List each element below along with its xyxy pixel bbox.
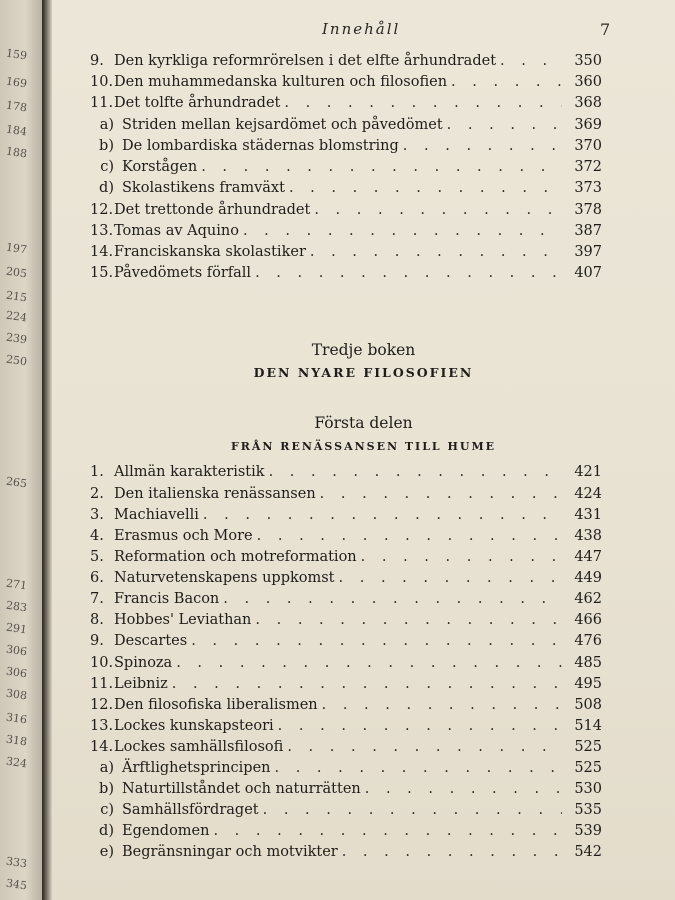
toc-number: 15. bbox=[90, 265, 114, 281]
toc-title: Det trettonde århundradet bbox=[114, 202, 311, 218]
toc-number: a) bbox=[99, 117, 114, 133]
toc-subentry[interactable] bbox=[90, 823, 602, 844]
toc-title: Den muhammedanska kulturen och filosofien bbox=[114, 74, 448, 90]
toc-number: 4. bbox=[90, 528, 104, 544]
leader-dots bbox=[213, 823, 562, 839]
toc-page: 397 bbox=[574, 244, 602, 260]
left-page-number: 215 bbox=[5, 288, 28, 305]
toc-page: 476 bbox=[574, 633, 602, 649]
page-number: 7 bbox=[600, 20, 611, 39]
toc-page: 424 bbox=[574, 486, 602, 502]
toc-number: 13. bbox=[90, 718, 114, 734]
toc-number: 13. bbox=[90, 223, 114, 239]
toc-page: 431 bbox=[574, 507, 602, 523]
toc-title: Hobbes' Leviathan bbox=[114, 612, 252, 628]
leader-dots bbox=[342, 844, 562, 860]
left-page-number: 224 bbox=[5, 308, 28, 325]
toc-number: 8. bbox=[90, 612, 104, 628]
toc-number: d) bbox=[99, 180, 114, 196]
leader-dots bbox=[451, 74, 562, 90]
toc-number: 2. bbox=[90, 486, 104, 502]
toc-title: Det tolfte århundradet bbox=[114, 95, 281, 111]
toc-number: 10. bbox=[90, 655, 114, 671]
toc-number: 9. bbox=[90, 53, 104, 69]
toc-title: Erasmus och More bbox=[114, 528, 253, 544]
contents-page bbox=[52, 0, 675, 900]
leader-dots bbox=[201, 159, 562, 175]
toc-page: 449 bbox=[574, 570, 602, 586]
toc-number: a) bbox=[99, 760, 114, 776]
leader-dots bbox=[447, 117, 562, 133]
toc-entry[interactable] bbox=[90, 612, 602, 633]
toc-title: Spinoza bbox=[114, 655, 173, 671]
toc-subentry[interactable] bbox=[90, 781, 602, 802]
toc-number: 11. bbox=[90, 676, 114, 692]
toc-entry[interactable] bbox=[90, 591, 602, 612]
toc-title: Striden mellan kejsardömet och påvedömet bbox=[122, 117, 443, 133]
toc-page: 535 bbox=[574, 802, 602, 818]
toc-page: 360 bbox=[574, 74, 602, 90]
toc-title: Tomas av Aquino bbox=[114, 223, 239, 239]
toc-number: 6. bbox=[90, 570, 104, 586]
part-subtitle: FRÅN RENÄSSANSEN TILL HUME bbox=[230, 440, 497, 453]
toc-entry[interactable] bbox=[90, 697, 602, 718]
toc-page: 514 bbox=[574, 718, 602, 734]
leader-dots bbox=[172, 676, 562, 692]
toc-title: Egendomen bbox=[122, 823, 210, 839]
toc-page: 539 bbox=[574, 823, 602, 839]
toc-entry[interactable] bbox=[90, 528, 602, 549]
leader-dots bbox=[365, 781, 562, 797]
toc-number: 14. bbox=[90, 244, 114, 260]
book-title: Tredje boken bbox=[311, 341, 416, 359]
toc-title: Machiavelli bbox=[114, 507, 199, 523]
toc-entry[interactable] bbox=[90, 507, 602, 528]
left-page-number: 318 bbox=[5, 732, 28, 749]
toc-number: e) bbox=[99, 844, 114, 860]
toc-page: 525 bbox=[574, 760, 602, 776]
toc-page: 369 bbox=[574, 117, 602, 133]
book-subtitle: DEN NYARE FILOSOFIEN bbox=[253, 365, 474, 380]
left-page-number: 178 bbox=[5, 98, 28, 115]
left-page-number: 324 bbox=[5, 754, 28, 771]
toc-page: 387 bbox=[574, 223, 602, 239]
leader-dots bbox=[176, 655, 562, 671]
toc-number: b) bbox=[99, 781, 114, 797]
toc-number: d) bbox=[99, 823, 114, 839]
toc-entry[interactable] bbox=[90, 244, 602, 265]
left-page-number: 308 bbox=[5, 686, 28, 703]
toc-page: 495 bbox=[574, 676, 602, 692]
toc-page: 462 bbox=[574, 591, 602, 607]
leader-dots bbox=[278, 718, 562, 734]
left-page-number: 306 bbox=[5, 664, 28, 681]
left-page-number: 333 bbox=[5, 854, 28, 871]
toc-page: 370 bbox=[574, 138, 602, 154]
toc-title: Skolastikens framväxt bbox=[122, 180, 285, 196]
toc-number: 11. bbox=[90, 95, 114, 111]
toc-number: 1. bbox=[90, 464, 104, 480]
toc-title: Allmän karakteristik bbox=[114, 464, 265, 480]
toc-page: 438 bbox=[574, 528, 602, 544]
leader-dots bbox=[403, 138, 562, 154]
toc-title: Den italienska renässansen bbox=[114, 486, 316, 502]
toc-entry[interactable] bbox=[90, 633, 602, 654]
toc-subentry[interactable] bbox=[90, 760, 602, 781]
toc-title: Korstågen bbox=[122, 159, 198, 175]
toc-number: 3. bbox=[90, 507, 104, 523]
toc-entry[interactable] bbox=[90, 676, 602, 697]
leader-dots bbox=[223, 591, 562, 607]
toc-title: Lockes samhällsfilosofi bbox=[114, 739, 284, 755]
toc-entry[interactable] bbox=[90, 223, 602, 244]
toc-number: c) bbox=[100, 802, 114, 818]
toc-page: 508 bbox=[574, 697, 602, 713]
leader-dots bbox=[269, 464, 562, 480]
part-title: Första delen bbox=[314, 414, 413, 432]
toc-entry[interactable] bbox=[90, 549, 602, 570]
leader-dots bbox=[320, 486, 562, 502]
leader-dots bbox=[255, 265, 562, 281]
toc-entry[interactable] bbox=[90, 739, 602, 760]
toc-title: De lombardiska städernas blomstring bbox=[122, 138, 399, 154]
left-page-number: 188 bbox=[5, 144, 28, 161]
toc-title: Naturtillståndet och naturrätten bbox=[122, 781, 361, 797]
toc-number: 5. bbox=[90, 549, 104, 565]
toc-title: Descartes bbox=[114, 633, 188, 649]
toc-entry[interactable] bbox=[90, 570, 602, 591]
leader-dots bbox=[339, 570, 562, 586]
leader-dots bbox=[287, 739, 562, 755]
toc-page: 378 bbox=[574, 202, 602, 218]
toc-subentry[interactable] bbox=[90, 844, 602, 865]
leader-dots bbox=[322, 697, 562, 713]
toc-title: Francis Bacon bbox=[114, 591, 220, 607]
toc-entry[interactable] bbox=[90, 202, 602, 223]
toc-title: Reformation och motreformation bbox=[114, 549, 357, 565]
left-page-number: 265 bbox=[5, 474, 28, 491]
leader-dots bbox=[289, 180, 562, 196]
toc-number: 14. bbox=[90, 739, 114, 755]
page-header-title: Innehåll bbox=[322, 20, 401, 38]
toc-page: 368 bbox=[574, 95, 602, 111]
toc-title: Samhällsfördraget bbox=[122, 802, 259, 818]
toc-entry[interactable] bbox=[90, 655, 602, 676]
left-page-number: 316 bbox=[5, 710, 28, 727]
left-page-number: 239 bbox=[5, 330, 28, 347]
leader-dots bbox=[243, 223, 562, 239]
toc-subentry[interactable] bbox=[90, 180, 602, 201]
toc-number: 10. bbox=[90, 74, 114, 90]
toc-number: 12. bbox=[90, 202, 114, 218]
leader-dots bbox=[191, 633, 562, 649]
toc-number: 9. bbox=[90, 633, 104, 649]
toc-page: 542 bbox=[574, 844, 602, 860]
leader-dots bbox=[263, 802, 562, 818]
leader-dots bbox=[361, 549, 562, 565]
toc-page: 447 bbox=[574, 549, 602, 565]
toc-title: Lockes kunskapsteori bbox=[114, 718, 274, 734]
toc-entry[interactable] bbox=[90, 486, 602, 507]
left-page-number: 169 bbox=[5, 74, 28, 91]
toc-number: 12. bbox=[90, 697, 114, 713]
leader-dots bbox=[275, 760, 563, 776]
toc-subentry[interactable] bbox=[90, 159, 602, 180]
toc-entry[interactable] bbox=[90, 53, 602, 74]
toc-number: 7. bbox=[90, 591, 104, 607]
left-page-number: 345 bbox=[5, 876, 28, 893]
left-page-number: 205 bbox=[5, 264, 28, 281]
left-page-number: 283 bbox=[5, 598, 28, 615]
toc-entry[interactable] bbox=[90, 95, 602, 116]
toc-page: 350 bbox=[574, 53, 602, 69]
toc-title: Franciskanska skolastiker bbox=[114, 244, 306, 260]
toc-title: Den kyrkliga reformrörelsen i det elfte århundradet bbox=[114, 53, 497, 69]
left-page-number: 184 bbox=[5, 122, 28, 139]
leader-dots bbox=[203, 507, 562, 523]
toc-subentry[interactable] bbox=[90, 138, 602, 159]
left-page-number: 159 bbox=[5, 46, 28, 63]
leader-dots bbox=[500, 53, 562, 69]
toc-entry[interactable] bbox=[90, 718, 602, 739]
left-page-number: 291 bbox=[5, 620, 28, 637]
toc-title: Påvedömets förfall bbox=[114, 265, 252, 281]
left-page-number: 250 bbox=[5, 352, 28, 369]
toc-entry[interactable] bbox=[90, 74, 602, 95]
toc-page: 525 bbox=[574, 739, 602, 755]
left-page-number: 197 bbox=[5, 240, 28, 257]
toc-subentry[interactable] bbox=[90, 117, 602, 138]
leader-dots bbox=[257, 528, 562, 544]
leader-dots bbox=[314, 202, 562, 218]
toc-page: 407 bbox=[574, 265, 602, 281]
leader-dots bbox=[255, 612, 562, 628]
toc-page: 530 bbox=[574, 781, 602, 797]
toc-title: Begränsningar och motvikter bbox=[122, 844, 338, 860]
toc-page: 466 bbox=[574, 612, 602, 628]
toc-title: Ärftlighetsprincipen bbox=[122, 760, 271, 776]
left-page-number: 271 bbox=[5, 576, 28, 593]
leader-dots bbox=[310, 244, 562, 260]
toc-entry[interactable] bbox=[90, 464, 602, 485]
book-gutter bbox=[42, 0, 52, 900]
left-page-number: 306 bbox=[5, 642, 28, 659]
toc-number: c) bbox=[100, 159, 114, 175]
toc-page: 485 bbox=[574, 655, 602, 671]
toc-page: 421 bbox=[574, 464, 602, 480]
toc-title: Naturvetenskapens uppkomst bbox=[114, 570, 335, 586]
toc-page: 372 bbox=[574, 159, 602, 175]
toc-page: 373 bbox=[574, 180, 602, 196]
toc-title: Leibniz bbox=[114, 676, 168, 692]
toc-entry[interactable] bbox=[90, 265, 602, 286]
leader-dots bbox=[284, 95, 562, 111]
left-facing-page bbox=[0, 0, 42, 900]
toc-title: Den filosofiska liberalismen bbox=[114, 697, 318, 713]
toc-subentry[interactable] bbox=[90, 802, 602, 823]
toc-number: b) bbox=[99, 138, 114, 154]
